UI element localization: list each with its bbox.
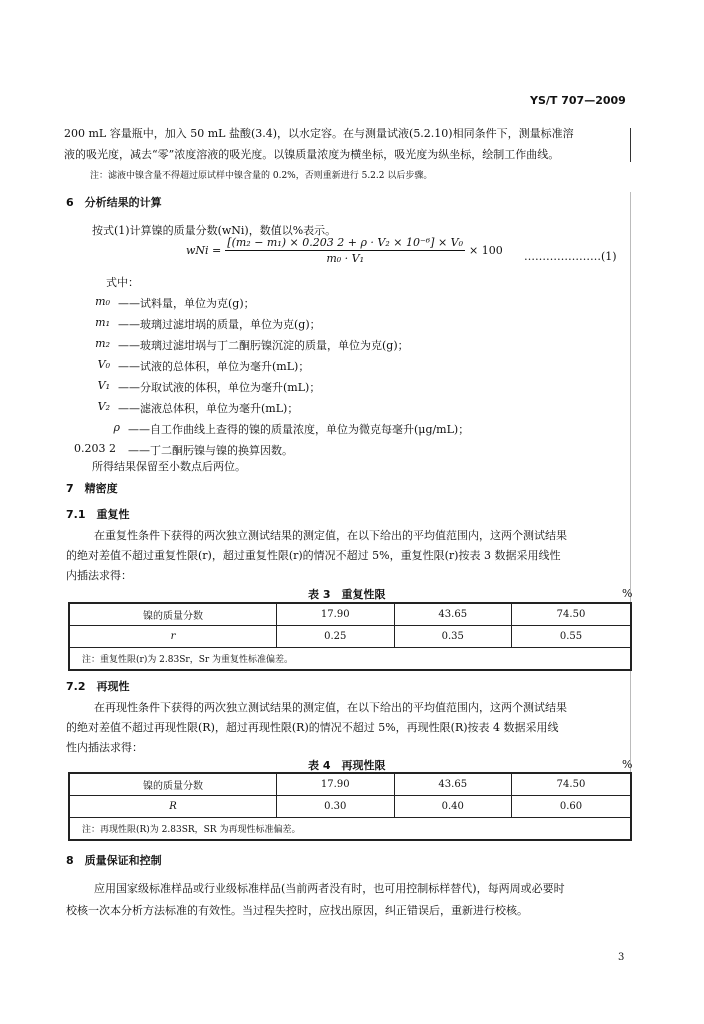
paragraph-line: 校核一次本分析方法标准的有效性。当过程失控时，应找出原因，纠正错误后，重新进行校核。 xyxy=(66,904,528,917)
definition-text: ——自工作曲线上查得的镍的质量浓度，单位为微克每毫升(μg/mL)； xyxy=(128,423,470,436)
definition-text: ——玻璃过滤坩埚的质量，单位为克(g)； xyxy=(118,318,321,331)
formula-number: …………………(1) xyxy=(524,250,617,263)
table-cell: 17.90 xyxy=(277,603,395,626)
table-cell: 镍的质量分数 xyxy=(69,603,277,626)
rounding-rule: 所得结果保留至小数点后两位。 xyxy=(92,460,246,473)
definition-item xyxy=(66,295,626,316)
table-cell: 0.60 xyxy=(512,796,632,818)
paragraph-line: 内插法求得： xyxy=(66,569,132,582)
table-3-repeatability xyxy=(68,602,632,671)
definition-symbol: m₁ xyxy=(95,316,110,329)
definition-item xyxy=(66,316,626,337)
table-cell: 74.50 xyxy=(512,603,632,626)
definition-item xyxy=(66,421,626,442)
table-note-row xyxy=(69,818,631,841)
table-cell: 43.65 xyxy=(394,603,512,626)
formula-tail: × 100 xyxy=(469,244,503,257)
table-4-caption: 表 4 再现性限 xyxy=(308,759,386,772)
intro-line: 200 mL 容量瓶中，加入 50 mL 盐酸(3.4)，以水定容。在与测量试液(5.2.10)相同条件下，测量标准溶 xyxy=(64,127,574,140)
definition-symbol: V₁ xyxy=(97,379,110,392)
section-7-1-heading: 7.1 重复性 xyxy=(66,508,130,521)
table-cell: 0.25 xyxy=(277,626,395,648)
formula-fraction xyxy=(225,236,465,265)
table-note: 注：重复性限(r)为 2.83Sr，Sr 为重复性标准偏差。 xyxy=(69,648,631,671)
table-row xyxy=(69,603,631,626)
table-cell: R xyxy=(69,796,277,818)
change-bar xyxy=(630,128,631,162)
paragraph-line: 应用国家级标准样品或行业级标准样品(当前两者没有时，也可用控制标样替代)，每两周或必要时 xyxy=(94,882,565,895)
table-cell: 74.50 xyxy=(512,773,632,796)
formula-denominator: m₀ · V₁ xyxy=(326,252,364,265)
table-cell: 0.35 xyxy=(394,626,512,648)
where-label: 式中： xyxy=(106,276,139,289)
formula-intro: 按式(1)计算镍的质量分数(wNi)，数值以%表示。 xyxy=(92,224,337,237)
table-cell: 0.55 xyxy=(512,626,632,648)
definition-item xyxy=(66,337,626,358)
formula-lhs: wNi = xyxy=(186,244,222,257)
definition-symbol: V₀ xyxy=(97,358,110,371)
definition-symbol: V₂ xyxy=(97,400,110,413)
section-8-heading: 8 质量保证和控制 xyxy=(66,854,162,867)
definition-item xyxy=(66,400,626,421)
table-row xyxy=(69,626,631,648)
table-cell: 镍的质量分数 xyxy=(69,773,277,796)
definition-item xyxy=(66,379,626,400)
definition-text: ——滤液总体积，单位为毫升(mL)； xyxy=(118,402,299,415)
paragraph-line: 在重复性条件下获得的两次独立测试结果的测定值，在以下给出的平均值范围内，这两个测试结果 xyxy=(94,529,567,542)
definition-symbol: m₀ xyxy=(95,295,110,308)
paragraph-line: 的绝对差值不超过重复性限(r)，超过重复性限(r)的情况不超过 5%，重复性限(r)按表 3 数据采用线性 xyxy=(66,549,561,562)
definition-item xyxy=(66,358,626,379)
standard-code: YS/T 707—2009 xyxy=(530,94,626,107)
definition-text: ——试料量，单位为克(g)； xyxy=(118,297,255,310)
table-3-unit: % xyxy=(622,587,633,600)
scan-edge xyxy=(630,192,631,832)
table-4-reproducibility xyxy=(68,772,632,841)
table-note: 注：再现性限(R)为 2.83SR，SR 为再现性标准偏差。 xyxy=(69,818,631,841)
paragraph-line: 的绝对差值不超过再现性限(R)，超过再现性限(R)的情况不超过 5%，再现性限(R)按表 4 数据采用线 xyxy=(66,721,559,734)
definitions-list xyxy=(66,295,626,463)
formula-1 xyxy=(186,236,503,265)
definition-symbol: m₂ xyxy=(95,337,110,350)
definition-text: ——分取试液的体积，单位为毫升(mL)； xyxy=(118,381,321,394)
definition-text: ——试液的总体积，单位为毫升(mL)； xyxy=(118,360,310,373)
table-cell: 0.40 xyxy=(394,796,512,818)
table-cell: 17.90 xyxy=(277,773,395,796)
table-row xyxy=(69,773,631,796)
paragraph-line: 在再现性条件下获得的两次独立测试结果的测定值，在以下给出的平均值范围内，这两个测试结果 xyxy=(94,701,567,714)
table-3-caption: 表 3 重复性限 xyxy=(308,588,386,601)
section-6-heading: 6 分析结果的计算 xyxy=(66,196,162,209)
section-7-heading: 7 精密度 xyxy=(66,482,118,495)
definition-text: ——丁二酮肟镍与镍的换算因数。 xyxy=(128,444,293,457)
intro-note: 注：滤液中镍含量不得超过原试样中镍含量的 0.2%，否则重新进行 5.2.2 以后步骤。 xyxy=(90,171,433,181)
page-number: 3 xyxy=(618,952,625,963)
table-cell: 43.65 xyxy=(394,773,512,796)
table-cell: r xyxy=(69,626,277,648)
table-4-unit: % xyxy=(622,758,633,771)
definition-text: ——玻璃过滤坩埚与丁二酮肟镍沉淀的质量，单位为克(g)； xyxy=(118,339,409,352)
definition-symbol: 0.203 2 xyxy=(74,442,116,455)
formula-numerator: [(m₂ − m₁) × 0.203 2 + ρ · V₂ × 10⁻⁶] × V₀ xyxy=(227,236,464,249)
section-7-2-heading: 7.2 再现性 xyxy=(66,680,130,693)
table-cell: 0.30 xyxy=(277,796,395,818)
intro-line: 液的吸光度，减去“零”浓度溶液的吸光度。以镍质量浓度为横坐标，吸光度为纵坐标，绘制工作曲线。 xyxy=(64,148,560,161)
table-row xyxy=(69,796,631,818)
table-note-row xyxy=(69,648,631,671)
paragraph-line: 性内插法求得： xyxy=(66,741,143,754)
definition-symbol: ρ xyxy=(113,421,120,434)
